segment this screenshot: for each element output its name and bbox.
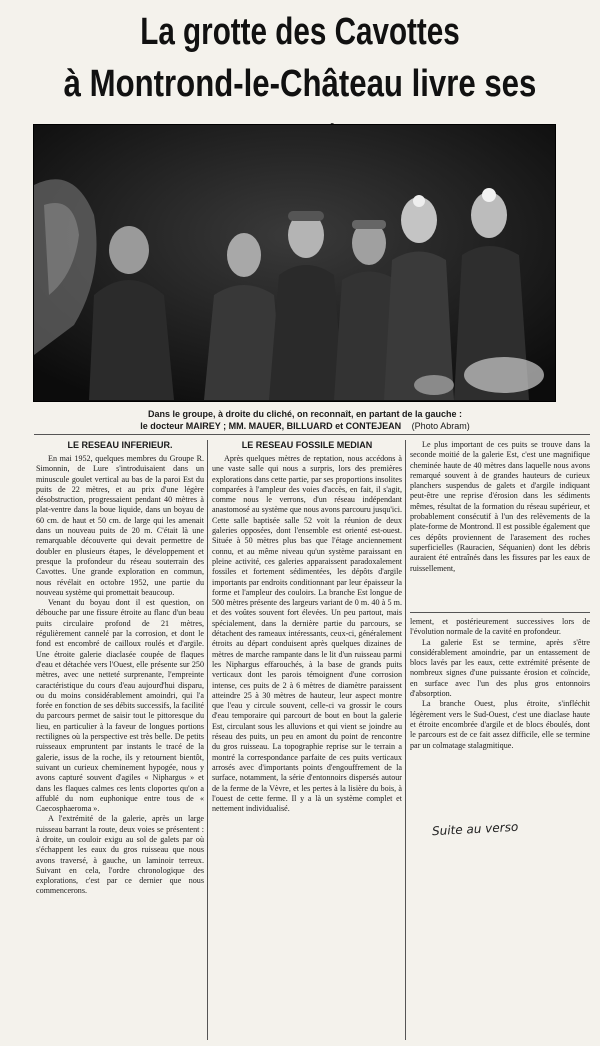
headline-line-1: La grotte des Cavottes: [140, 11, 460, 53]
column-divider-1: [207, 440, 208, 1040]
handwritten-note: Suite au verso: [431, 819, 519, 839]
column2-paragraph: Après quelques mètres de reptation, nous accédons à une vaste salle qui nous a surpris, lors des premières explorations dans cette partie, par ses proportions insolites comparées à l'ampleur des voies d'accès, en fait, il s'agit, comme nous le verrons, d'un réseau indépendant anastomosé au système que nous avons parcouru jusqu'ici. Cette salle baptisée salle 52 voit la réunion de deux galeries opposées, dont l'ensemble est orienté est-ouest. Située à 50 mètres plus bas que l'étage anciennement connu, et au même niveau qu'un système paraissant en pleine activité, ces galeries apparaissent paradoxalement fossiles et fortement sédimentées, les dépôts d'argile importants par endroits conditionnant par leur épaisseur la forme et l'ampleur des couloirs. La branche Est longue de 500 mètres présente des largeurs variant de 0 m. 40 à 5 m. et des voûtes souvent fort élevées. Un peu partout, mais spécialement, dans la dernière partie du parcours, se détachent des rameaux intéressants, ceux-ci, généralement étroits au départ conduisent après quelques dizaines de mètres de marche rampante dans le lit d'un ruisseau parmi les Niphargus effarouchés, à la base de grands puits verticaux dont les parois témoignent d'une corrosion intense, ces puits de 2 à 6 mètres de diamètre paraissent atteindre 25 à 30 mètres de hauteur, leur aspect montre que l'eau y circule souvent, celle-ci va grossir le cours d'eau temporaire qui parcourt de bout en bout la galerie Est, circulant sous les alluvions et qui vient se joindre au réseau des puits, un peu en amont du point de rencontre du gros ruisseau. La topographie reprise sur le terrain a montré la correspondance parfaite de ces puits verticaux arrosés avec d'importants points d'engouffrement de la surface, notamment, la série d'entonnoirs dispersés autour de la ferme de la Vèvre, et les pertes à la lisière du bois, à l'ouest de cette ferme. Il y a là un système complet et nettement individualisé.: [212, 454, 402, 814]
column1-paragraph: Venant du boyau dont il est question, on débouche par une fissure étroite au flanc d'un beau puits circulaire profond de 21 mètres, régulièrement cannelé par la corrosion, et dont le fond est encombré de cailloux roulés et d'argile. Une étroite galerie diaclasée coupée de flaques d'eau et détachée vers l'Ouest, elle présente sur 250 mètres, avec une netteté surprenante, l'empreinte caractéristique du cours d'eau aujourd'hui disparu, ou du moins considérablement amoindri, qui l'a forée en fonction de ses débits successifs, la facilité du parcours permet de saisir tout le pittoresque du lieu, en particulier à la faveur de longues portions rectilignes où la perspective est très belle. De petits ruisseaux empruntent par instants le tracé de la galerie, issus de la roche, ils y retournent bientôt, suivant un curieux cheminement hypogée, nous y avons capturé souvent d'agiles « Niphargus » et dans les flaques calmes ces lents cloportes qu'on a affublé du nom euphonique entre tous de « Caecosphaeroma ».: [36, 598, 204, 814]
photo-credit: (Photo Abram): [411, 421, 470, 431]
headline-line-2: à Montrond-le-Château livre ses: [63, 63, 537, 105]
article-column-2: [212, 440, 402, 1040]
column3-paragraph: lement, et postérieurement successives lors de l'évolution normale de la cavité en profondeur.: [410, 617, 590, 637]
column1-paragraph: A l'extrémité de la galerie, après un large ruisseau barrant la route, deux voies se présentent : à droite, un couloir exigu au sol de galets par où s'échappent les eaux du gros ruisseau que nous avons traversé, à gauche, un laminoir terreux. Suivant en cela, l'ordre chronologique des explorations, c'est par ce dernier que nous commencerons.: [36, 814, 204, 896]
column3-paragraph: Le plus important de ces puits se trouve dans la seconde moitié de la galerie Est, c'est une magnifique cheminée haute de 40 mètres dans laquelle nous avons remarqué souvent à de grandes hauteurs de curieux planchers suspendus de galets et d'argile indiquant peut-être une reprise d'érosion dans les sédiments mêmes, résultat de la formation du réseau supérieur, et probablement consécutif à l'un des relèvements de la plate-forme de Montrond. Il est possible également que ces dépôts proviennent de l'arasement des roches superficielles (Rauracien, Séquanien) dont les débris auraient été entraînés dans les fissures par les eaux de ruissellement,: [410, 440, 590, 573]
column1-paragraph: En mai 1952, quelques membres du Groupe R. Simonnin, de Lure s'introduisaient dans un minuscule goulet vertical au bas de la paroi Est du puits de 22 mètres, et au prix d'une légère désobstruction, progressaient pendant 40 mètres à plat-ventre dans la boue liquide, dans un boyau de 60 cm. de haut et 50 cm. de large qui les amenait dans un nouveau puits de 20 m. C'était là une remarquable découverte qui devait permettre de doubler en plusieurs étapes, le développement et presque la profondeur du réseau souterrain des Cavottes. Une grande exploration en commun, nous révélait en octobre 1952, une partie du nouveau système qui promettait beaucoup.: [36, 454, 204, 597]
photo-caption: [60, 408, 550, 432]
column3-divider: [410, 612, 590, 613]
caption-line-2: le docteur MAIREY ; MM. MAUER, BILLUARD et CONTEJEAN: [140, 421, 402, 431]
caption-divider: [34, 434, 590, 435]
column-divider-2: [405, 440, 406, 1040]
article-column-1: [36, 440, 204, 1040]
caption-line-1: Dans le groupe, à droite du cliché, on reconnaît, en partant de la gauche :: [147, 409, 463, 419]
section-heading-reseau-fossile: LE RESEAU FOSSILE MEDIAN: [241, 440, 373, 450]
section-heading-reseau-inferieur: LE RESEAU INFERIEUR.: [67, 440, 173, 450]
article-column-3: [410, 440, 590, 1040]
column3-paragraph: La galerie Est se termine, après s'être considérablement amoindrie, par un entassement de blocs lavés par les eaux, cette extrémité présente de nombreux signes d'une puissante érosion et coïncide, en surface avec l'un des plus gros entonnoirs d'absorption.: [410, 637, 590, 699]
column3-paragraph: La branche Ouest, plus étroite, s'infléchit légèrement vers le Sud-Ouest, c'est une diaclase haute et étroite encombrée d'argile et de blocs éboulés, dont le parcours est de ce fait assez difficile, elle se termine par un colmatage stalagmitique.: [410, 699, 590, 750]
photo-illustration: [34, 125, 555, 401]
group-of-cavers-photo: [33, 124, 556, 402]
